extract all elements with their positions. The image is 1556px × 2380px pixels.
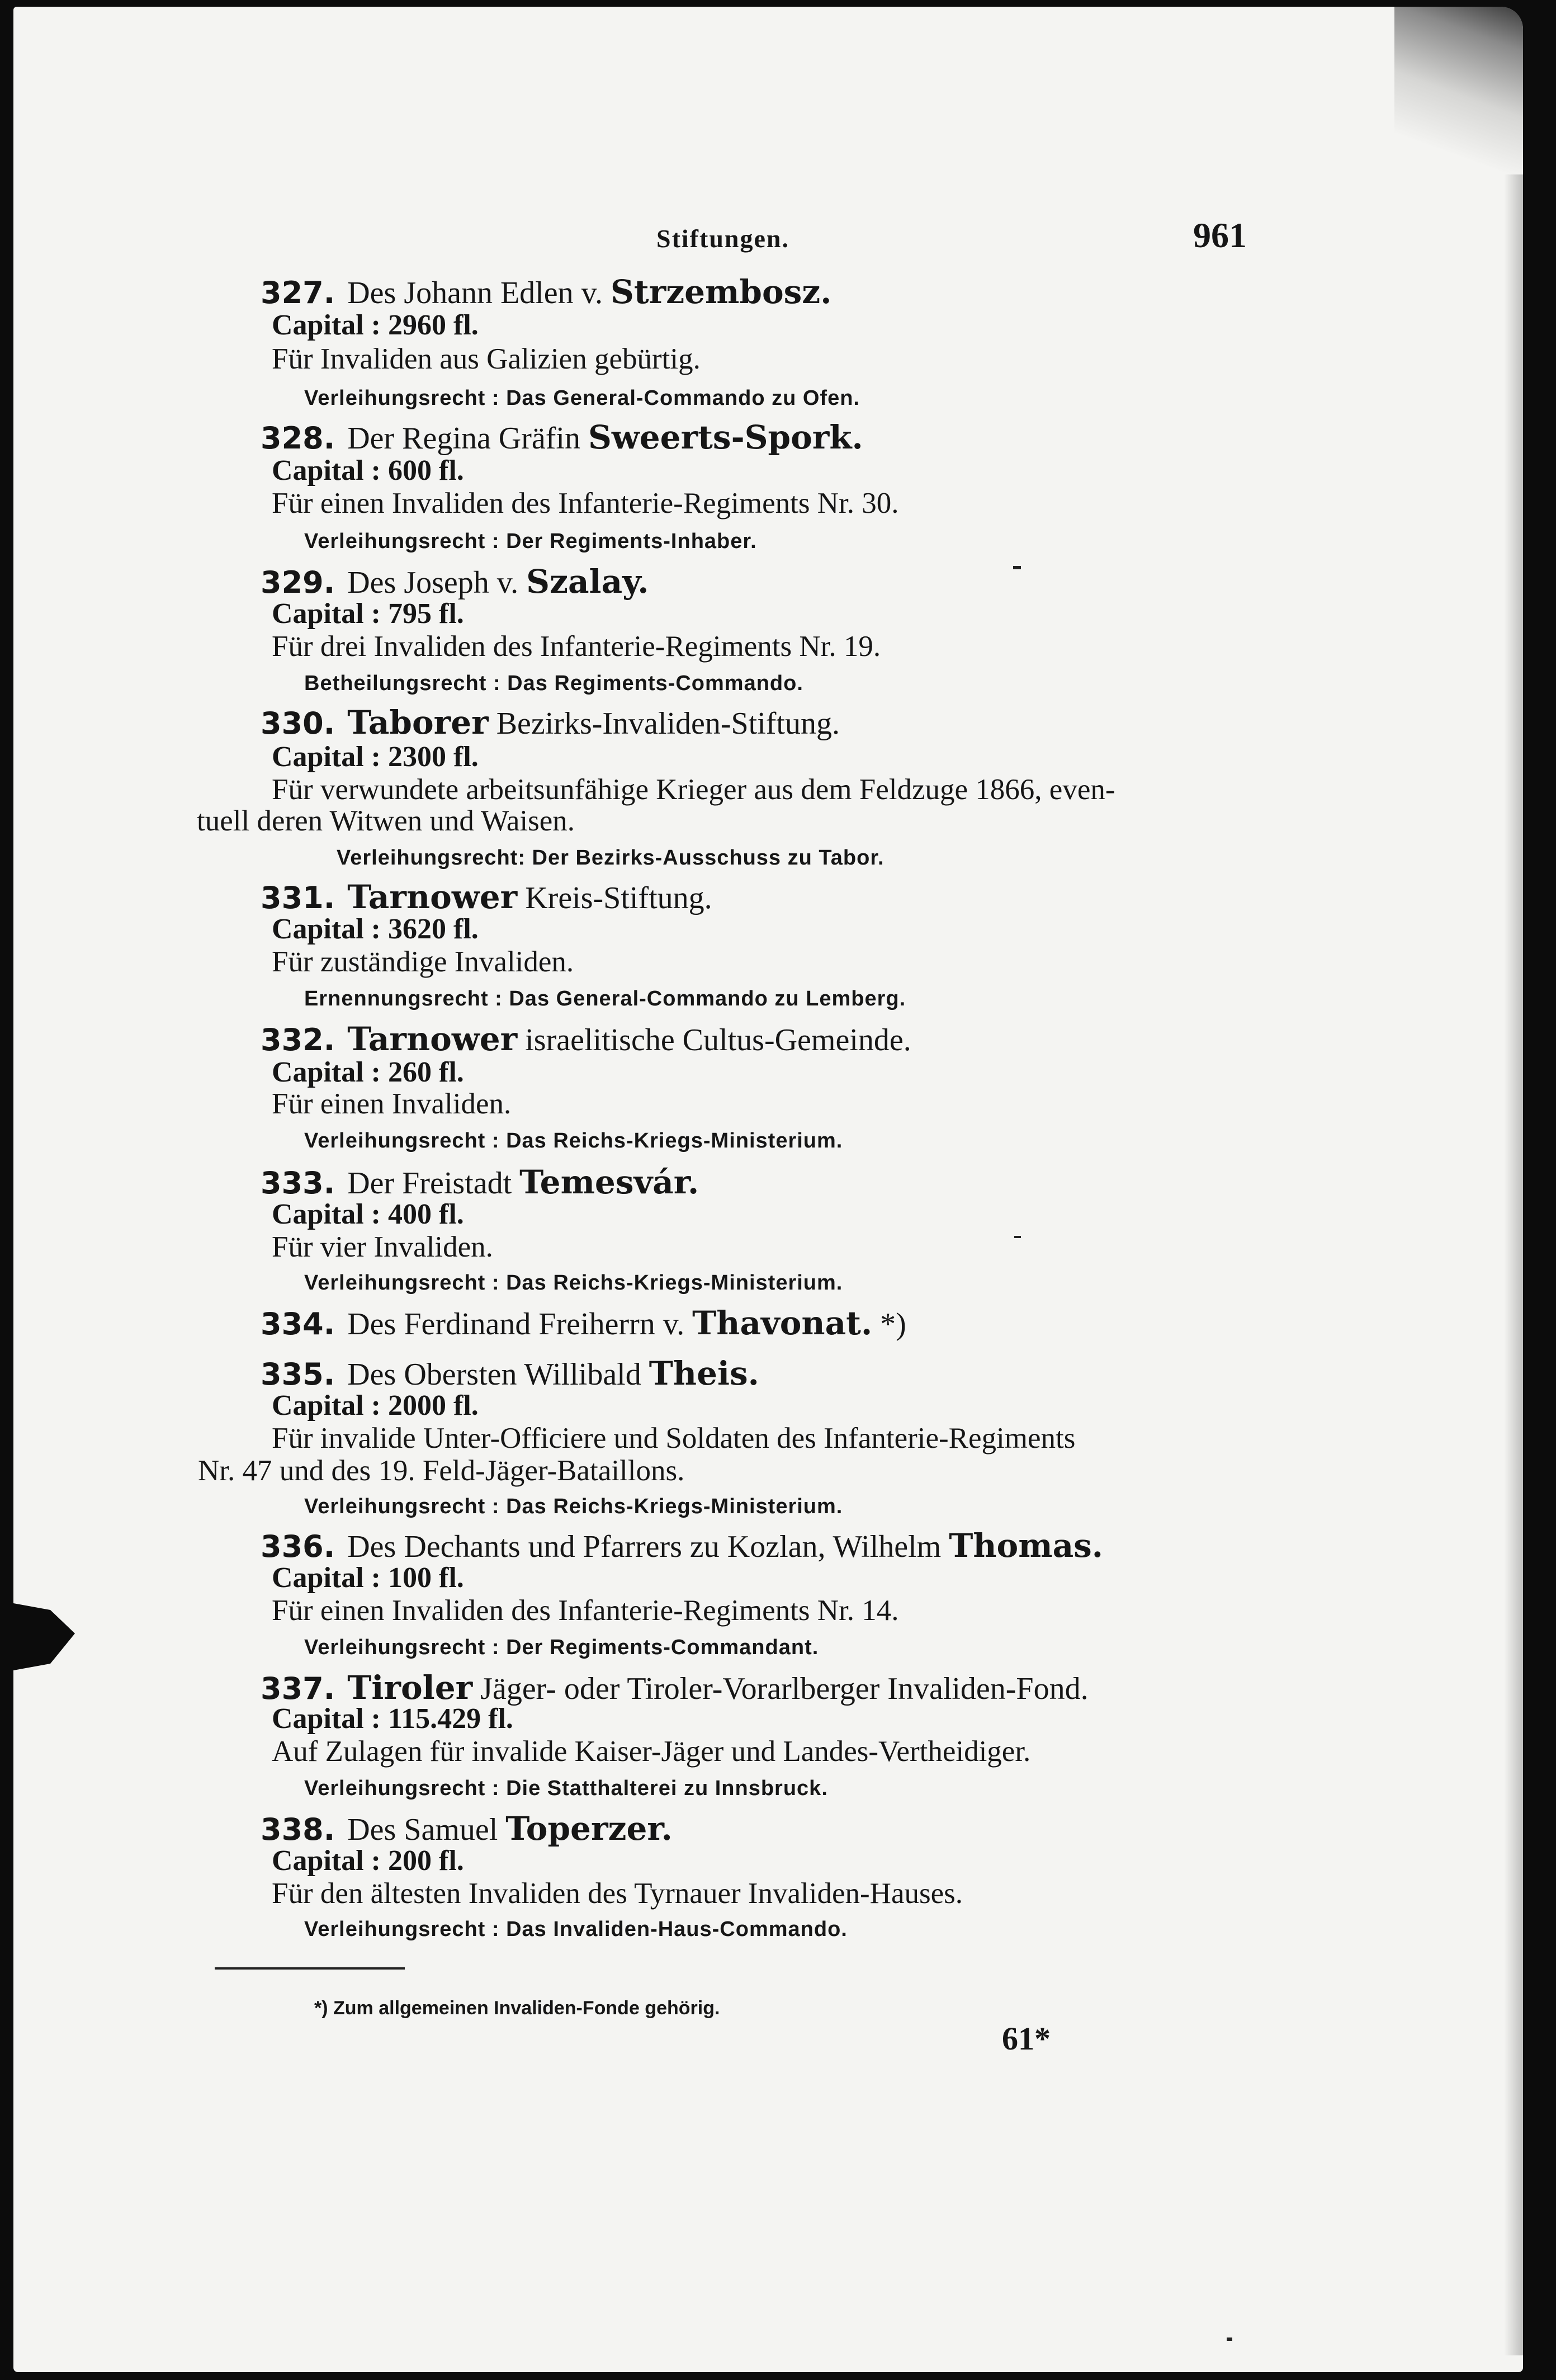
entry-title	[261, 565, 649, 599]
entry-number: 334.	[261, 1306, 335, 1342]
entry-number: 335.	[261, 1357, 335, 1392]
entry-suffix: Jäger- oder Tiroler-Vorarlberger Invaliden-Fond.	[480, 1671, 1089, 1706]
entry-title	[261, 1812, 673, 1847]
running-title: Stiftungen.	[656, 224, 789, 253]
entry-prefix: Der Regina Gräfin	[347, 421, 580, 456]
rights-line: Verleihungsrecht : Der Regiments-Commandant.	[304, 1636, 819, 1659]
capital-line: Capital : 600 fl.	[272, 455, 464, 487]
rights-line: Verleihungsrecht: Der Bezirks-Ausschuss zu Tabor.	[337, 846, 885, 870]
footnote-rule	[215, 1967, 405, 1970]
capital-line: Capital : 2960 fl.	[272, 309, 479, 341]
entry-name: Thavonat.	[692, 1304, 873, 1342]
entry-name: Thomas.	[949, 1527, 1103, 1565]
entry-number: 327.	[261, 275, 335, 310]
entry-number: 330.	[261, 706, 335, 741]
entry-suffix: Bezirks-Invaliden-Stiftung.	[496, 706, 840, 741]
signature-mark: 61*	[1002, 2020, 1051, 2057]
capital-line: Capital : 2300 fl.	[272, 741, 479, 773]
footnote: *) Zum allgemeinen Invaliden-Fonde gehörig.	[314, 1998, 720, 2019]
entry-number: 333.	[261, 1165, 335, 1201]
print-speck	[1013, 566, 1021, 569]
binding-clip-mark	[13, 1603, 75, 1670]
footnote-marker: *)	[880, 1307, 906, 1342]
entry-name: Taborer	[347, 703, 489, 742]
purpose-line: Für den ältesten Invaliden des Tyrnauer Invaliden-Hauses.	[272, 1877, 963, 1910]
purpose-line: Für einen Invaliden des Infanterie-Regiments Nr. 30.	[272, 487, 899, 520]
entry-prefix: Des Obersten Willibald	[347, 1357, 641, 1392]
purpose-line: Für zuständige Invaliden.	[272, 946, 574, 978]
rights-line: Verleihungsrecht : Das Reichs-Kriegs-Ministerium.	[304, 1129, 843, 1153]
print-speck	[1227, 2338, 1232, 2341]
page-edge-shadow	[1504, 174, 1523, 2355]
rights-line: Verleihungsrecht : Der Regiments-Inhaber.	[304, 530, 757, 553]
book-page	[13, 7, 1523, 2372]
entry-prefix: Des Ferdinand Freiherrn v.	[347, 1307, 685, 1342]
entry-name: Tarnower	[347, 878, 518, 916]
rights-line: Verleihungsrecht : Das Invaliden-Haus-Commando.	[304, 1918, 848, 1941]
capital-line: Capital : 200 fl.	[272, 1845, 464, 1877]
purpose-continuation: Nr. 47 und des 19. Feld-Jäger-Bataillons.	[198, 1455, 685, 1487]
entry-title	[261, 1529, 1103, 1564]
entry-title	[261, 1306, 906, 1341]
entry-title	[261, 1165, 699, 1200]
capital-line: Capital : 100 fl.	[272, 1562, 464, 1594]
entry-prefix: Des Joseph v.	[347, 565, 519, 600]
entry-prefix: Der Freistadt	[347, 1166, 512, 1201]
rights-line: Verleihungsrecht : Die Statthalterei zu Innsbruck.	[304, 1777, 828, 1800]
purpose-line: Für einen Invaliden.	[272, 1088, 512, 1120]
entry-title	[261, 418, 863, 456]
page-number: 961	[1193, 215, 1247, 255]
entry-name: Tarnower	[347, 1020, 518, 1058]
entry-name: Theis.	[649, 1354, 759, 1392]
entry-name: Temesvár.	[519, 1163, 699, 1201]
entry-name: Tiroler	[347, 1669, 473, 1707]
entry-suffix: israelitische Cultus-Gemeinde.	[525, 1023, 911, 1057]
rights-line: Betheilungsrecht : Das Regiments-Commando.	[304, 672, 803, 695]
entry-title	[261, 703, 840, 742]
purpose-line: Für drei Invaliden des Infanterie-Regiments Nr. 19.	[272, 630, 881, 663]
entry-number: 338.	[261, 1812, 335, 1847]
entry-prefix: Des Dechants und Pfarrers zu Kozlan, Wilhelm	[347, 1529, 942, 1564]
capital-line: Capital : 795 fl.	[272, 598, 464, 630]
entry-number: 337.	[261, 1671, 335, 1706]
purpose-line: Für einen Invaliden des Infanterie-Regiments Nr. 14.	[272, 1594, 899, 1627]
entry-title	[261, 880, 712, 915]
entry-prefix: Des Johann Edlen v.	[347, 276, 603, 310]
entry-number: 332.	[261, 1022, 335, 1057]
entry-suffix: Kreis-Stiftung.	[525, 881, 712, 915]
entry-name: Szalay.	[526, 563, 649, 601]
rights-line: Verleihungsrecht : Das Reichs-Kriegs-Ministerium.	[304, 1495, 843, 1518]
print-speck	[1014, 1236, 1021, 1238]
purpose-line: Für vier Invaliden.	[272, 1231, 493, 1263]
entry-prefix: Des Samuel	[347, 1812, 498, 1847]
rights-line: Verleihungsrecht : Das Reichs-Kriegs-Ministerium.	[304, 1271, 843, 1295]
purpose-continuation: tuell deren Witwen und Waisen.	[197, 805, 575, 837]
capital-line: Capital : 115.429 fl.	[272, 1703, 513, 1735]
purpose-line: Für invalide Unter-Officiere und Soldaten des Infanterie-Regiments	[272, 1422, 1076, 1455]
purpose-line: Für Invaliden aus Galizien gebürtig.	[272, 343, 701, 375]
purpose-line: Auf Zulagen für invalide Kaiser-Jäger und Landes-Vertheidiger.	[272, 1735, 1031, 1768]
capital-line: Capital : 3620 fl.	[272, 913, 479, 945]
entry-name: Sweerts-Spork.	[588, 418, 863, 456]
purpose-line: Für verwundete arbeitsunfähige Krieger aus dem Feldzuge 1866, even-	[272, 773, 1115, 806]
capital-line: Capital : 2000 fl.	[272, 1390, 479, 1422]
entry-number: 329.	[261, 565, 335, 600]
rights-line: Verleihungsrecht : Das General-Commando zu Ofen.	[304, 386, 860, 410]
entry-number: 336.	[261, 1529, 335, 1564]
entry-name: Toperzer.	[505, 1810, 673, 1848]
entry-number: 331.	[261, 880, 335, 915]
entry-title	[261, 1354, 759, 1392]
capital-line: Capital : 400 fl.	[272, 1198, 464, 1230]
entry-number: 328.	[261, 421, 335, 456]
entry-title	[261, 1671, 1089, 1706]
rights-line: Ernennungsrecht : Das General-Commando zu Lemberg.	[304, 987, 906, 1010]
entry-title	[261, 275, 831, 310]
entry-title	[261, 1022, 911, 1057]
entry-name: Strzembosz.	[610, 273, 832, 311]
capital-line: Capital : 260 fl.	[272, 1056, 464, 1088]
